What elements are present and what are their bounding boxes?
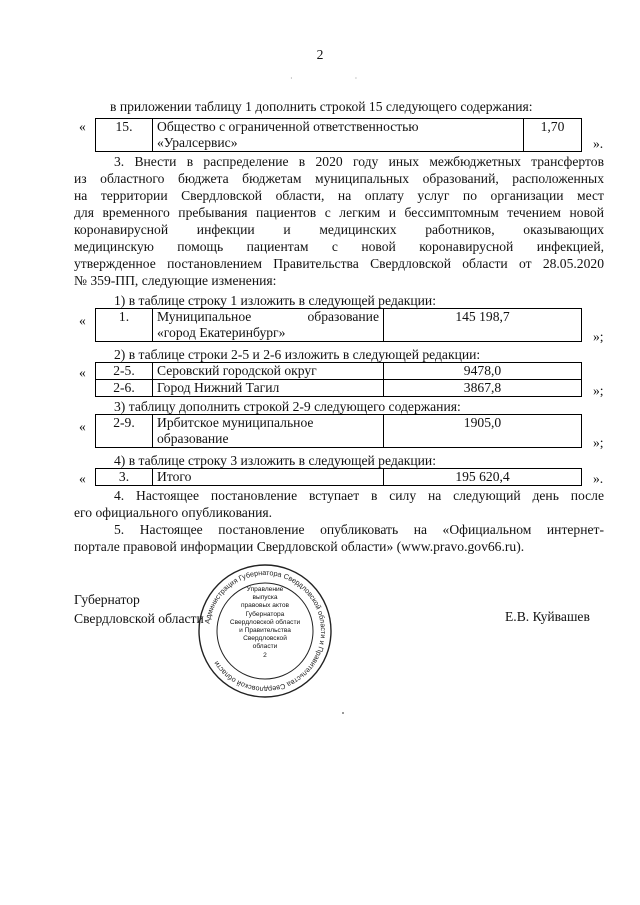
quote-close: »; [593,383,604,398]
paragraph-4 [74,487,604,521]
signature-title-line2: Свердловской области [74,611,204,626]
paragraph-3 [74,153,604,289]
signature-name: Е.В. Куйвашев [505,609,590,624]
quote-close: »; [593,329,604,344]
para3-line: медицинскую помощь пациентам с новой коронавирусной инфекцией, [74,239,604,254]
quote-open: « [79,119,86,134]
official-seal [196,562,334,700]
item-4: 4) в таблице строку 3 изложить в следующей редакции: [114,453,436,468]
seal-line: и Правительства [239,627,291,635]
row-number: 2-5. [96,363,153,380]
row-number: 3. [96,469,153,486]
row-number: 15. [96,119,153,152]
seal-line: Свердловской области [229,618,301,626]
para4-line: его официального опубликования. [74,505,273,520]
row-number: 2-9. [96,415,153,448]
table-rows-2-5-2-6 [95,362,582,397]
signature-title [74,590,204,628]
para3-line: № 359-ПП, следующие изменения: [74,273,277,288]
seal-line: Свердловской [243,635,287,643]
para5-line: 5. Настоящее постановление опубликовать на «Официальном интернет- [114,522,604,537]
row-name-word: образование [307,309,379,324]
quote-open: « [79,365,86,380]
para3-line: коронавирусной инфекции и медицинских работников, оказывающих [74,222,604,237]
row-name [153,309,384,342]
item-1: 1) в таблице строку 1 изложить в следующей редакции: [114,293,436,308]
row-name-line1 [157,309,379,325]
row-name [153,119,524,152]
row-name [153,415,384,448]
row-name-line2: «Уралсервис» [157,135,238,150]
table-row-2-9 [95,414,582,448]
row-name-line1: Общество с ограниченной ответственностью [157,119,419,134]
para4-line: 4. Настоящее постановление вступает в силу на следующий день после [114,488,604,503]
row-name-word: Муниципальное [157,309,252,324]
seal-ring-text: Администрация Губернатора Свердловской области и Правительства Свердловской области [202,567,329,695]
row-value: 3867,8 [384,380,582,397]
para3-line: утвержденное постановлением Правительства Свердловской области от 28.05.2020 [74,256,604,271]
seal-inner-text [217,586,313,660]
scan-speck [342,712,344,714]
seal-line: области [252,643,278,651]
row-name-line2: образование [157,431,229,446]
row-number: 2-6. [96,380,153,397]
seal-line: 2 [263,651,267,659]
para3-line: на территории Свердловской области, на оплату услуг по организации мест [74,188,604,203]
seal-line: Управление [246,586,284,593]
row-value: 9478,0 [384,363,582,380]
quote-close: ». [593,471,604,486]
quote-open: « [79,419,86,434]
item-2: 2) в таблице строки 2-5 и 2-6 изложить в следующей редакции: [114,347,481,362]
table-row-15 [95,118,582,152]
row-name: Итого [153,469,384,486]
para3-line: 3. Внести в распределение в 2020 году иных межбюджетных трансфертов [114,154,604,169]
para3-line: из областного бюджета бюджетам муниципальных образований, расположенных [74,171,604,186]
seal-line: Губернатора [245,610,285,618]
scan-specks: · · [290,74,388,83]
quote-close: »; [593,435,604,450]
row-value: 195 620,4 [384,469,582,486]
intro-line: в приложении таблицу 1 дополнить строкой 15 следующего содержания: [110,99,533,114]
row-name-line1: Ирбитское муниципальное [157,415,314,430]
para5-line: портале правовой информации Свердловской области» (www.pravo.gov66.ru). [74,539,525,554]
table-row-1 [95,308,582,342]
para3-line: для временного пребывания пациентов с легким и бессимптомным течением новой [74,205,604,220]
signature-title-line1: Губернатор [74,592,140,607]
item-3: 3) таблицу дополнить строкой 2-9 следующего содержания: [114,399,461,414]
paragraph-5 [74,521,604,555]
seal-line: выпуска [252,594,278,602]
row-value: 145 198,7 [384,309,582,342]
quote-open: « [79,471,86,486]
row-name: Серовский городской округ [153,363,384,380]
table-row-3 [95,468,582,486]
page-number: 2 [316,47,324,62]
row-value: 1905,0 [384,415,582,448]
quote-open: « [79,313,86,328]
quote-close: ». [593,136,604,151]
row-value: 1,70 [524,119,582,152]
seal-line: правовых актов [240,602,290,610]
row-number: 1. [96,309,153,342]
row-name-line2: «город Екатеринбург» [157,325,286,340]
row-name: Город Нижний Тагил [153,380,384,397]
